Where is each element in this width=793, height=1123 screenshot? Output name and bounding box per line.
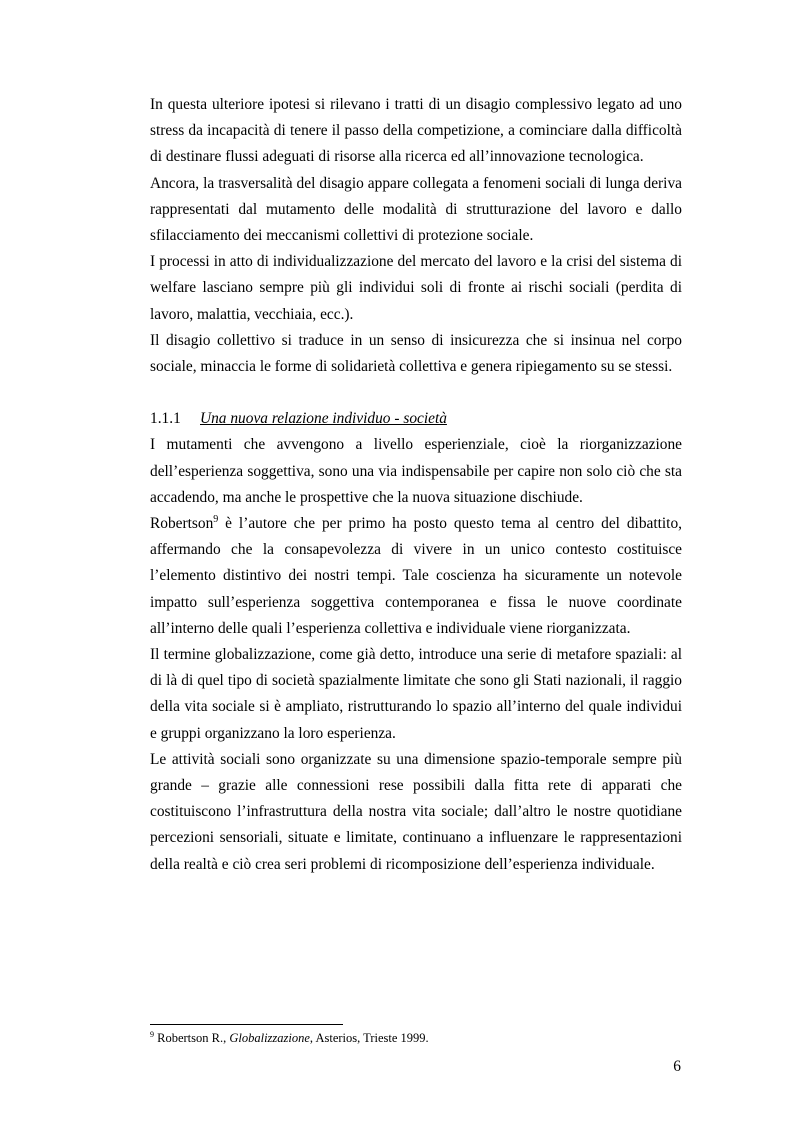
- paragraph: Le attività sociali sono organizzate su una dimensione spazio-temporale sempre più grande – grazie alle connessioni rese possibili dalla fitta rete di apparati che costituiscono l’infrastruttura della nostra vita sociale; dall’altro le nostre quotidiane percezioni sensoriali, situate e limitate, continuano a influenzare le rappresentazioni della realtà e ciò crea seri problemi di ricomposizione dell’esperienza individuale.: [150, 750, 682, 873]
- section-number: 1.1.1: [150, 410, 181, 428]
- paragraph-robertson: [150, 511, 682, 642]
- footnote-rest: , Asterios, Trieste 1999.: [309, 1031, 429, 1045]
- section-title: Una nuova relazione individuo - società: [200, 410, 447, 428]
- footnote-author: Robertson R.,: [154, 1031, 230, 1045]
- paragraph-text: è l’autore che per primo ha posto questo tema al centro del dibattito, affermando che la consapevolezza di vivere in un unico contesto costituisce l’elemento distintivo dei nostri tempi. Tale coscienza ha sicuramente un notevole impatto sull’esperienza soggettiva contemporanea e fissa le nuove coordinate all’interno delle quali l’esperienza collettiva e individuale viene riorganizzata.: [150, 515, 682, 637]
- paragraph: I processi in atto di individualizzazione del mercato del lavoro e la crisi del sistema di welfare lasciano sempre più gli individui soli di fronte ai rischi sociali (perdita di lavoro, malattia, vecchiaia, ecc.).: [150, 253, 682, 323]
- footnote-reference[interactable]: 9: [213, 514, 219, 526]
- footnote-number: 9: [150, 1030, 154, 1039]
- paragraph: Il disagio collettivo si traduce in un senso di insicurezza che si insinua nel corpo sociale, minaccia le forme di solidarietà collettiva e genera ripiegamento su se stessi.: [150, 331, 682, 376]
- page-number: 6: [673, 1058, 681, 1075]
- paragraph: Ancora, la trasversalità del disagio appare collegata a fenomeni sociali di lunga deriva rappresentati dal mutamento delle modalità di strutturazione del lavoro e dallo sfilacciamento dei meccanismi collettivi di protezione sociale.: [150, 174, 682, 245]
- section-heading: [150, 406, 682, 432]
- paragraph: I mutamenti che avvengono a livello esperienziale, cioè la riorganizzazione dell’esperienza soggettiva, sono una via indispensabile per capire non solo ciò che sta accadendo, ma anche le prospettive che la nuova situazione dischiude.: [150, 436, 682, 506]
- author-name: Robertson: [150, 515, 214, 533]
- paragraph: In questa ulteriore ipotesi si rilevano i tratti di un disagio complessivo legato ad uno stress da incapacità di tenere il passo della competizione, a cominciare dalla difficoltà di destinare flussi adeguati di risorse alla ricerca ed all’innovazione tecnologica.: [150, 96, 682, 166]
- footnote-title: Globalizzazione: [229, 1031, 310, 1045]
- footnote-separator: [150, 1024, 343, 1025]
- paragraph: Il termine globalizzazione, come già detto, introduce una serie di metafore spaziali: al di là di quel tipo di società spazialmente limitate che sono gli Stati nazionali, il raggio della vita sociale si è ampliato, ristrutturando lo spazio all’interno del quale individui e gruppi organizzano la loro esperienza.: [150, 646, 682, 742]
- page-body: [150, 92, 682, 878]
- footnote: [150, 1030, 682, 1046]
